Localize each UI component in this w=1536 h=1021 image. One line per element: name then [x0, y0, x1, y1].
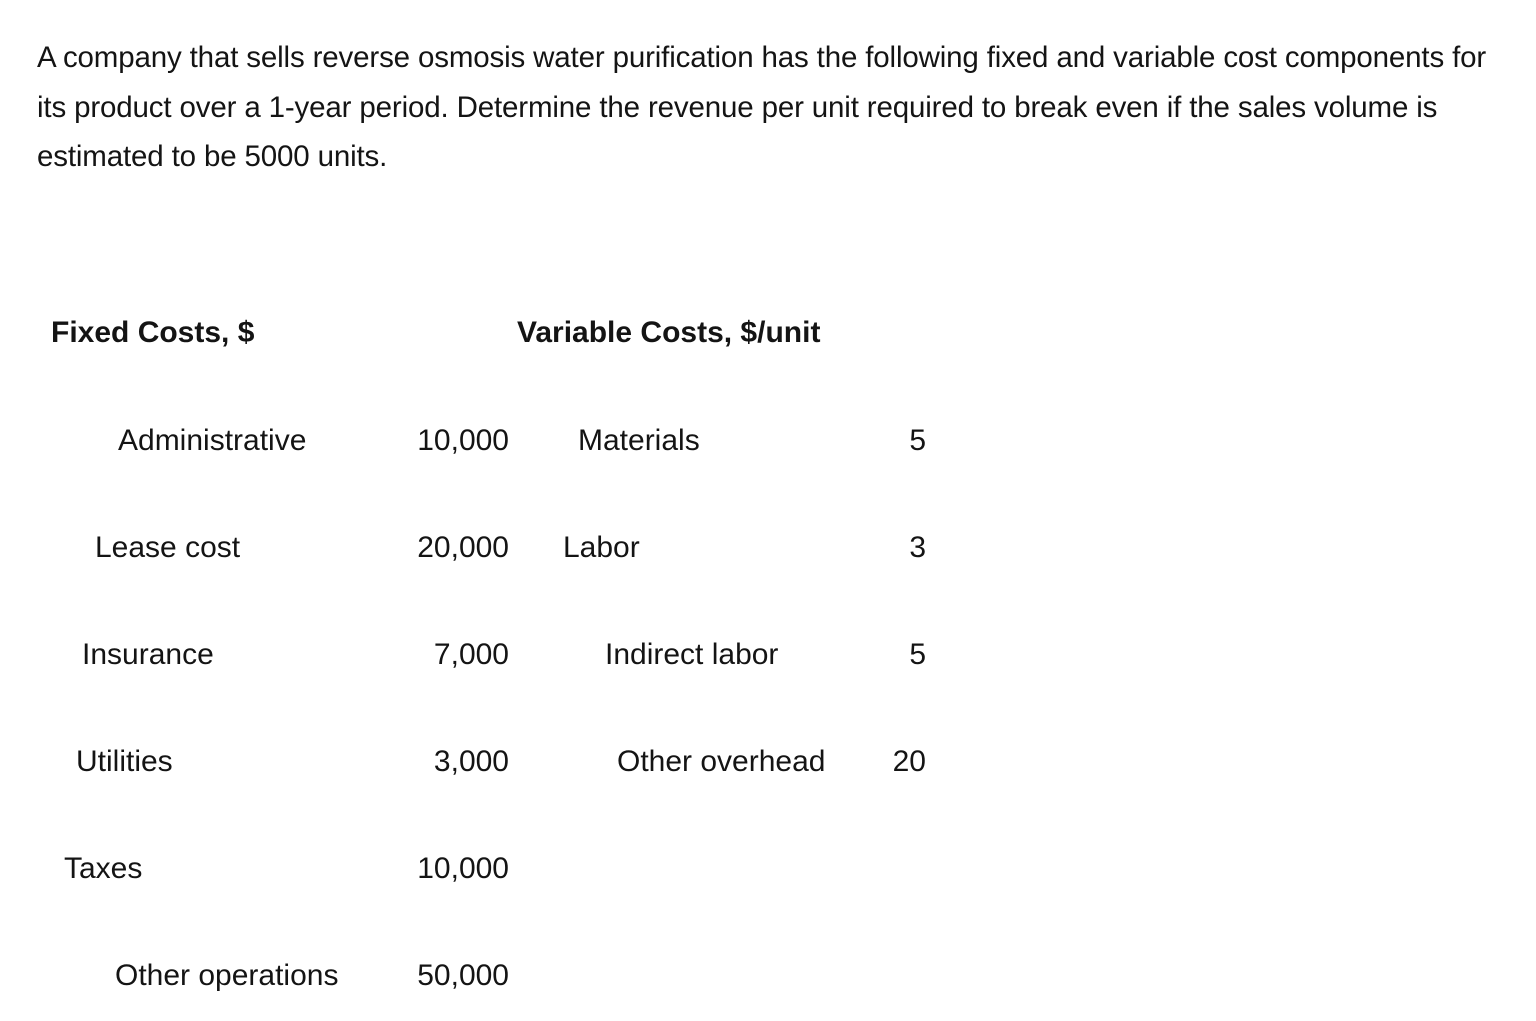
variable-cost-label: Indirect labor	[605, 638, 779, 671]
fixed-cost-label: Lease cost	[95, 531, 241, 564]
variable-cost-value: 3	[909, 531, 926, 564]
fixed-cost-label: Other operations	[115, 959, 339, 992]
fixed-cost-value: 50,000	[417, 959, 509, 992]
variable-costs-heading: Variable Costs, $/unit	[517, 316, 821, 349]
fixed-cost-label: Administrative	[118, 424, 307, 457]
fixed-cost-value: 7,000	[433, 638, 509, 671]
fixed-cost-label: Insurance	[82, 638, 214, 671]
variable-cost-value: 20	[892, 745, 926, 778]
fixed-cost-label: Utilities	[76, 745, 173, 778]
variable-cost-label: Other overhead	[617, 745, 826, 778]
fixed-cost-value: 10,000	[417, 852, 509, 885]
fixed-cost-label: Taxes	[64, 852, 143, 885]
fixed-cost-value: 10,000	[417, 424, 509, 457]
fixed-cost-value: 20,000	[417, 531, 509, 564]
fixed-cost-value: 3,000	[433, 745, 509, 778]
variable-cost-label: Materials	[578, 424, 700, 457]
variable-cost-value: 5	[909, 638, 926, 671]
fixed-costs-heading: Fixed Costs, $	[51, 316, 255, 349]
problem-statement: A company that sells reverse osmosis water purification has the following fixed and variable cost components for its product over a 1-year period. Determine the revenue per unit required to break even if the sales volume is estimated to be 5000 units.	[37, 41, 1487, 173]
variable-cost-label: Labor	[563, 531, 640, 564]
variable-cost-value: 5	[909, 424, 926, 457]
